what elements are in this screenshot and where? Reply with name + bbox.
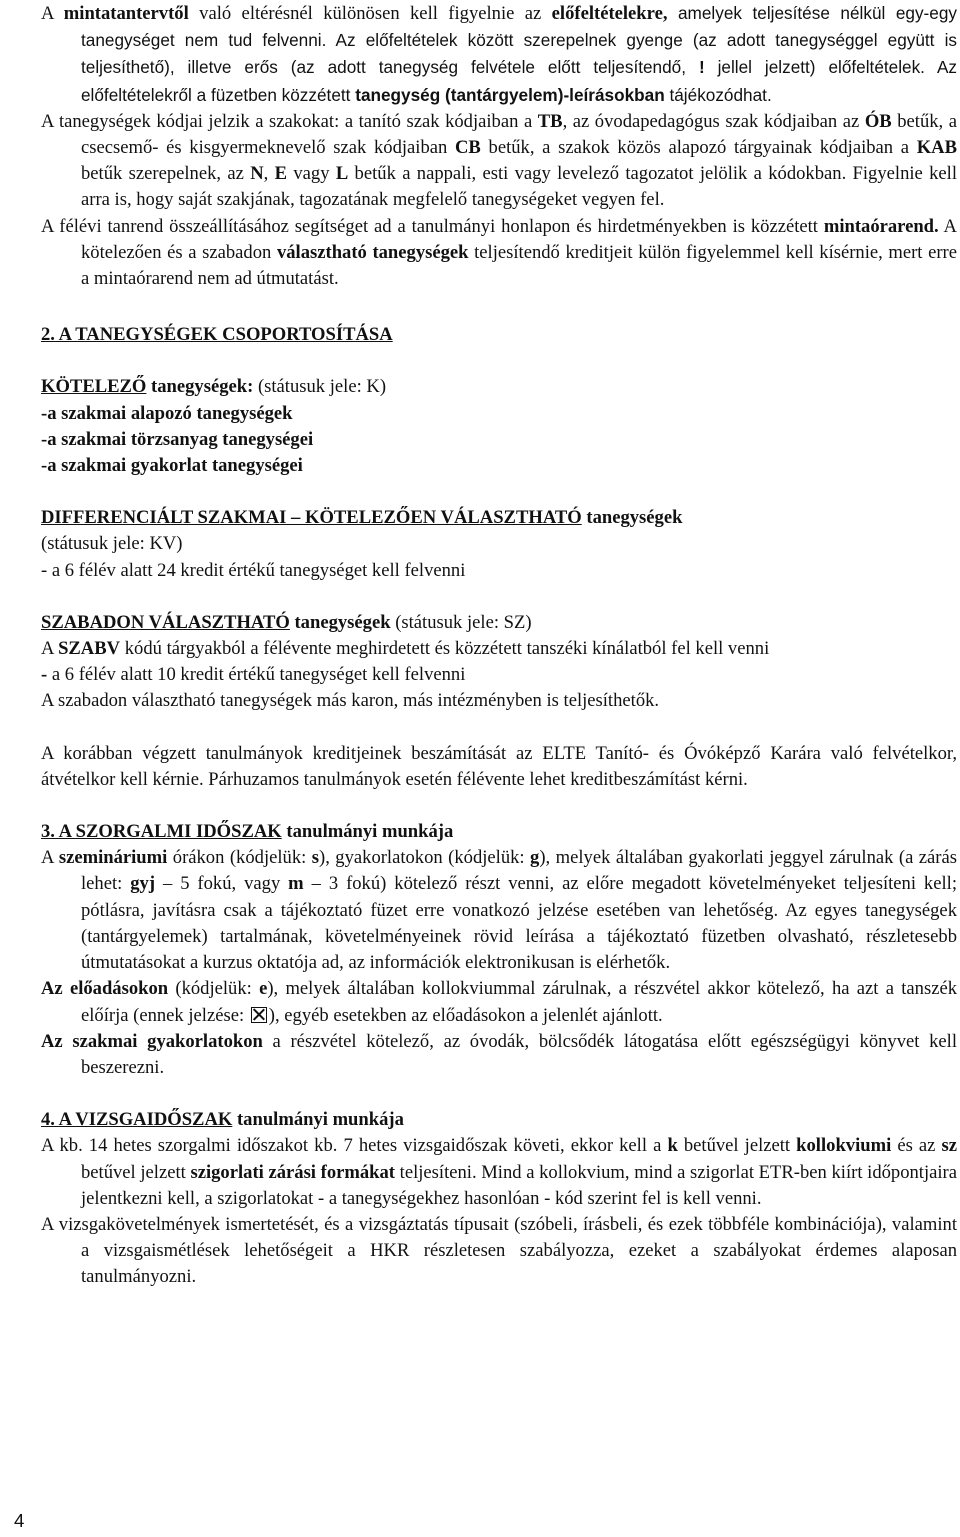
mandatory-item: -a szakmai törzsanyag tanegységei <box>41 428 314 450</box>
mandatory-title: KÖTELEZŐ tanegységek: (státusuk jele: K) <box>41 376 387 398</box>
free-choice-line: - a 6 félév alatt 10 kredit értékű tanegységet kell felvenni <box>41 664 466 686</box>
section-2-heading: 2. A TANEGYSÉGEK CSOPORTOSÍTÁSA <box>41 324 393 346</box>
prerequisite-paragraph: A mintatantervtől való eltérésnél különösen kell figyelnie az előfeltételekre, amelyek teljesítése nélkül egy-egy tanegységet nem tud felvenni. Az előfeltételek között szerepelnek gyenge (az adott tanegységgel együtt is teljesíthető), illetve erős (az adott tanegység felvétele előtt teljesítendő, ! jellel jelzett) előfeltételek. Az előfeltételekről a füzetben közzétett tanegység (tantárgyelem)-leírásokban tájékozódhat. <box>41 3 957 105</box>
credit-transfer-note: A korábban végzett tanulmányok kreditjeinek beszámítását az ELTE Tanító- és Óvóképző Karára való felvételkor, átvételkor kell kérnie. Párhuzamos tanulmányok esetén félévente lehet kreditbeszámítást kérni. <box>41 742 957 790</box>
section-3-heading: 3. A SZORGALMI IDŐSZAK tanulmányi munkája <box>41 821 454 843</box>
timetable-paragraph: A félévi tanrend összeállításához segítséget ad a tanulmányi honlapon és hirdetményekben is közzétett mintaórarend. A kötelezően és a szabadon választható tanegységek teljesítendő kreditjeit külön figyelemmel kell kísérnie, mert erre a mintaórarend nem ad útmutatást. <box>41 215 957 290</box>
exam-requirements-paragraph: A vizsgakövetelmények ismertetését, és a vizsgáztatás típusait (szóbeli, írásbeli, és ezek többféle kombinációja), valamint a vizsgaismétlések lehetőségeit a HKR részletesen szabályozza, ezeket a szabályokat érdemes alaposan tanulmányozni. <box>41 1213 957 1288</box>
free-choice-line: A szabadon választható tanegységek más karon, más intézményben is teljesíthetők. <box>41 690 660 712</box>
mandatory-item: -a szakmai gyakorlat tanegységei <box>41 455 303 477</box>
differentiated-status: (státusuk jele: KV) <box>41 533 183 555</box>
section-4-heading: 4. A VIZSGAIDŐSZAK tanulmányi munkája <box>41 1109 404 1131</box>
differentiated-rule: - a 6 félév alatt 24 kredit értékű tanegységet kell felvenni <box>41 559 466 581</box>
exam-period-paragraph: A kb. 14 hetes szorgalmi időszakot kb. 7 hetes vizsgaidőszak követi, ekkor kell a k betűvel jelzett kollokviumi és az sz betűvel jelzett szigorlati zárási formákat teljesíteni. Mind a kollokvium, mind a szigorlat ETR-ben kiírt időpontjaira jelentkezni kell, a szigorlatokat - a tanegységekhez hasonlóan - kód szerint fel is kell venni. <box>41 1135 957 1209</box>
document-page <box>41 0 957 1291</box>
free-choice-title: SZABADON VÁLASZTHATÓ tanegységek (státusuk jele: SZ) <box>41 611 532 633</box>
page-number: 4 <box>14 1510 25 1531</box>
course-codes-paragraph: A tanegységek kódjai jelzik a szakokat: a tanító szak kódjaiban a TB, az óvodapedagógus szak kódjaiban az ÓB betűk, a csecsemő- és kisgyermeknevelő szak kódjaiban CB betűk, a szakok közös alapozó tárgyainak kódjaiban a KAB betűk szerepelnek, az N, E vagy L betűk a nappali, esti vagy levelező tagozatot jelölik a kódokban. Figyelnie kell arra is, hogy saját szakjának, tagozatának megfelelő tanegységeket vegyen fel. <box>41 110 958 211</box>
free-choice-line: A SZABV kódú tárgyakból a félévente meghirdetett és közzétett tanszéki kínálatból fel kell venni <box>41 638 770 660</box>
mandatory-item: -a szakmai alapozó tanegységek <box>41 402 293 424</box>
lecture-paragraph: Az előadásokon (kódjelük: e), melyek általában kollokviummal zárulnak, a részvétel akkor kötelező, ha azt a tanszék előírja (ennek jelzése: ), egyéb esetekben az előadásokon a jelenlét ajánlott. <box>41 978 957 1026</box>
practice-paragraph: Az szakmai gyakorlatokon a részvétel kötelező, az óvodák, bölcsődék látogatása előtt egészségügyi könyvet kell beszerezni. <box>41 1030 957 1078</box>
seminar-paragraph: A szemináriumi órákon (kódjelük: s), gyakorlatokon (kódjelük: g), melyek általában gyakorlati jeggyel zárulnak (a zárás lehet: gyj – 5 fokú, vagy m – 3 fokú) kötelező részt venni, az előre megadott követelményeket teljesíteni kell; pótlásra, javításra csak a tájékoztató füzet erre vonatkozó jelzése esetében van lehetőség. Az egyes tanegységek (tantárgyelemek) tartalmának, követelményeinek rövid leírása a tájékoztató füzetben olvasható, részletesebb útmutatásokat a kurzus oktatója ad, az információk elektronikusan is elérhetők. <box>41 847 957 974</box>
checked-box-icon <box>251 1007 267 1023</box>
differentiated-title: DIFFERENCIÁLT SZAKMAI – KÖTELEZŐEN VÁLASZTHATÓ tanegységek <box>41 507 683 529</box>
